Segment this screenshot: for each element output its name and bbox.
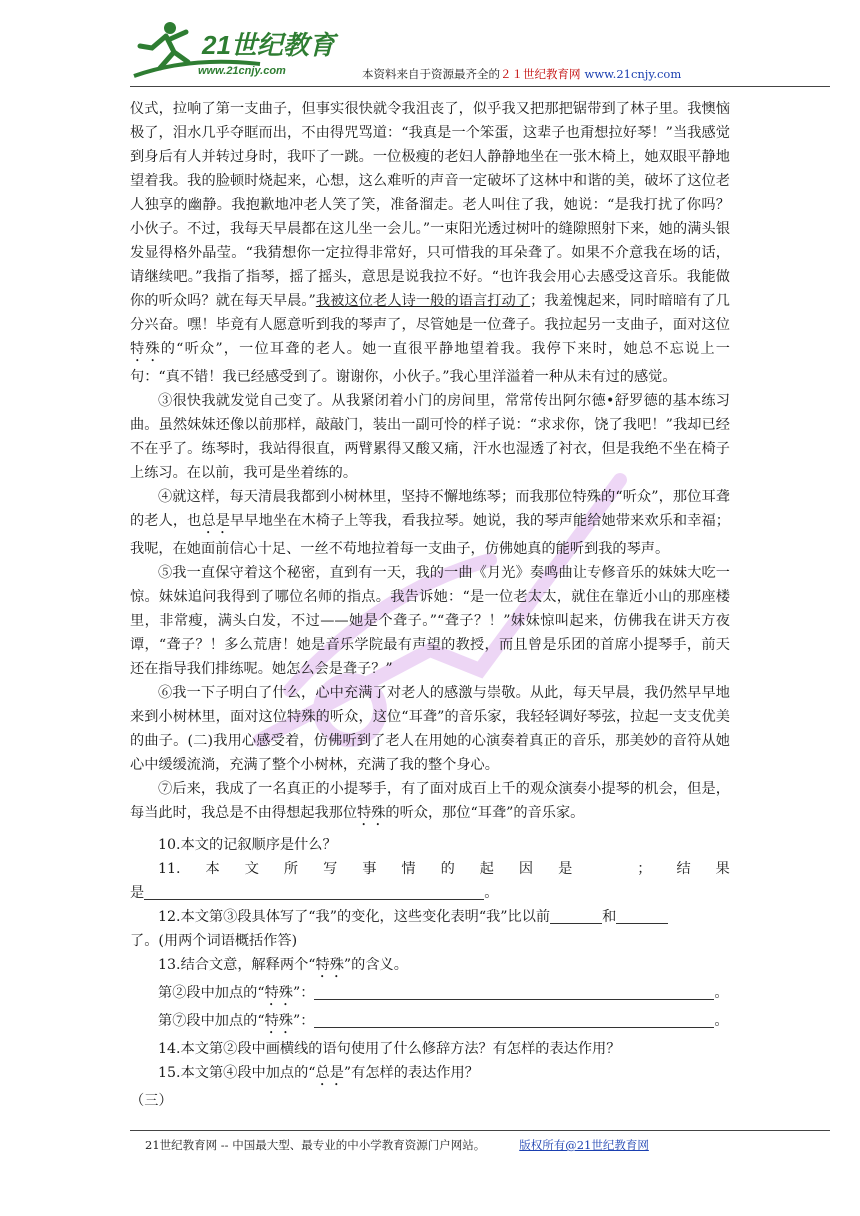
question-13: 13.结合文意，解释两个“特殊”的含义。 xyxy=(158,957,408,973)
passage-paragraph-6: ⑥我一下子明白了什么，心中充满了对老人的感激与崇敬。从此，每天早晨，我仍然早早地来到小树林里，面对这位特殊的听众，这位“耳聋”的音乐家，我轻轻调好琴弦，拉起一支支优美的曲子。(二)我用心感受着，仿佛听到了老人在用她的心演奏着真正的音乐，那美妙的音符从她心中缓缓流淌，充满了整个小树林，充满了我的整个身心。 xyxy=(130,685,730,773)
footer-text: 21世纪教育网 -- 中国最大型、最专业的中小学教育资源门户网站。 xyxy=(145,1138,486,1152)
answer-blank[interactable] xyxy=(616,907,668,924)
passage-paragraph-2-cont: 仪式，拉响了第一支曲子，但事实很快就令我沮丧了，似乎我又把那把锯带到了林子里。我懊恼极了，泪水几乎夺眶而出，不由得咒骂道：“我真是一个笨蛋，这辈子也甭想拉好琴！”当我感觉到身后有人并转过身时，我吓了一跳。一位极瘦的老妇人静静地坐在一张木椅上，她双眼平静地望着我。我的脸顿时烧起来，心想，这么难听的声音一定破坏了这林中和谐的美，破坏了这位老人独享的幽静。我抱歉地冲老人笑了笑，准备溜走。老人叫住了我，她说：“是我打扰了你吗？小伙子。不过，我每天早晨都在这儿坐一会儿。”一束阳光透过树叶的缝隙照射下来，她的满头银发显得格外晶莹。“我猜想你一定拉得非常好，只可惜我的耳朵聋了。如果不介意我在场的话，请继续吧。”我指了指琴，摇了摇头，意思是说我拉不好。“也许我会用心去感受这音乐。我能做你的听众吗？就在每天早晨。”我被这位老人诗一般的语言打动了；我羞愧起来，同时暗暗有了几分兴奋。嘿！毕竟有人愿意听到我的琴声了，尽管她是一位聋子。我拉起另一支曲子，面对这位特殊的“听众”，一位耳聋的老人。她一直很平静地望着我。我停下来时，她总不忘说上一句：“真不错！我已经感受到了。谢谢你，小伙子。”我心里洋溢着一种从未有过的感觉。 xyxy=(130,101,730,385)
header-source-url[interactable]: www.21cnjy.com xyxy=(584,67,682,81)
underlined-sentence: 我被这位老人诗一般的语言打动了 xyxy=(315,293,531,309)
header-source xyxy=(362,66,681,82)
answer-blank[interactable] xyxy=(314,983,714,1000)
answer-blank[interactable] xyxy=(144,883,484,900)
footer-divider xyxy=(130,1130,830,1131)
section-heading: （三） xyxy=(130,1093,173,1109)
logo-url: www.21cnjy.com xyxy=(198,65,286,77)
question-13-line-1: 第②段中加点的“特殊”： 。 xyxy=(158,985,729,1001)
page-footer xyxy=(145,1137,649,1153)
header-divider xyxy=(130,86,830,87)
question-11-cont: 是 。 xyxy=(130,885,499,901)
answer-blank[interactable] xyxy=(314,1011,714,1028)
passage-paragraph-7: ⑦后来，我成了一名真正的小提琴手，有了面对成百上千的观众演奏小提琴的机会，但是，每当此时，我总是不由得想起我那位特殊的听众，那位“耳聋”的音乐家。 xyxy=(130,781,730,821)
passage-paragraph-5: ⑤我一直保守着这个秘密，直到有一天，我的一曲《月光》奏鸣曲让专修音乐的妹妹大吃一惊。妹妹追问我得到了哪位名师的指点。我告诉她：“是一位老太太，就住在靠近小山的那座楼里，非常瘦，满头白发，不过——她是个聋子。”“聋子？！”妹妹惊叫起来，仿佛我在讲天方夜谭，“聋子？！多么荒唐！她是音乐学院最有声望的教授，而且曾是乐团的首席小提琴手，前天还在指导我们排练呢。她怎么会是聋子？” xyxy=(130,565,730,677)
logo-title: 21世纪教育 xyxy=(202,30,335,60)
question-14: 14.本文第②段中画横线的语句使用了什么修辞方法？有怎样的表达作用？ xyxy=(158,1041,621,1057)
question-12: 12.本文第③段具体写了“我”的变化，这些变化表明“我”比以前 和 xyxy=(130,905,730,929)
question-12-cont: 了。(用两个词语概括作答) xyxy=(130,933,298,949)
question-10: 10.本文的记叙顺序是什么？ xyxy=(158,837,337,853)
question-11: 11. 本 文 所 写 事 情 的 起 因 是 ； 结 果 xyxy=(158,861,730,877)
question-13-line-2: 第⑦段中加点的“特殊”： 。 xyxy=(158,1013,729,1029)
dotted-word: 特殊 xyxy=(130,341,161,357)
footer-copyright-link[interactable]: 版权所有@21世纪教育网 xyxy=(519,1138,649,1152)
dotted-word: 特殊 xyxy=(357,805,386,821)
passage-paragraph-3: ③很快我就发觉自己变了。从我紧闭着小门的房间里，常常传出阿尔德•舒罗德的基本练习曲。虽然妹妹还像以前那样，敲敲门，装出一副可怜的样子说：“求求你，饶了我吧！”我却已经不在乎了。练琴时，我站得很直，两臂累得又酸又痛，汗水也湿透了衬衣，但是我绝不坐在椅子上练习。在以前，我可是坐着练的。 xyxy=(130,393,730,481)
header-source-site[interactable]: ２１世纪教育网 xyxy=(500,67,581,81)
dotted-word: 总是 xyxy=(201,513,231,529)
header-source-prefix: 本资料来自于资源最齐全的 xyxy=(362,67,500,81)
question-15: 15.本文第④段中加点的“总是”有怎样的表达作用？ xyxy=(158,1065,479,1081)
document-body xyxy=(130,97,730,1113)
answer-blank[interactable] xyxy=(550,907,602,924)
site-logo xyxy=(130,18,360,88)
passage-paragraph-4: ④就这样，每天清晨我都到小树林里，坚持不懈地练琴；而我那位特殊的“听众”，那位耳聋的老人，也总是早早地坐在木椅子上等我，看我拉琴。她说，我的琴声能给她带来欢乐和幸福；我呢，在她面前信心十足、一丝不苟地拉着每一支曲子，仿佛她真的能听到我的琴声。 xyxy=(130,489,730,557)
